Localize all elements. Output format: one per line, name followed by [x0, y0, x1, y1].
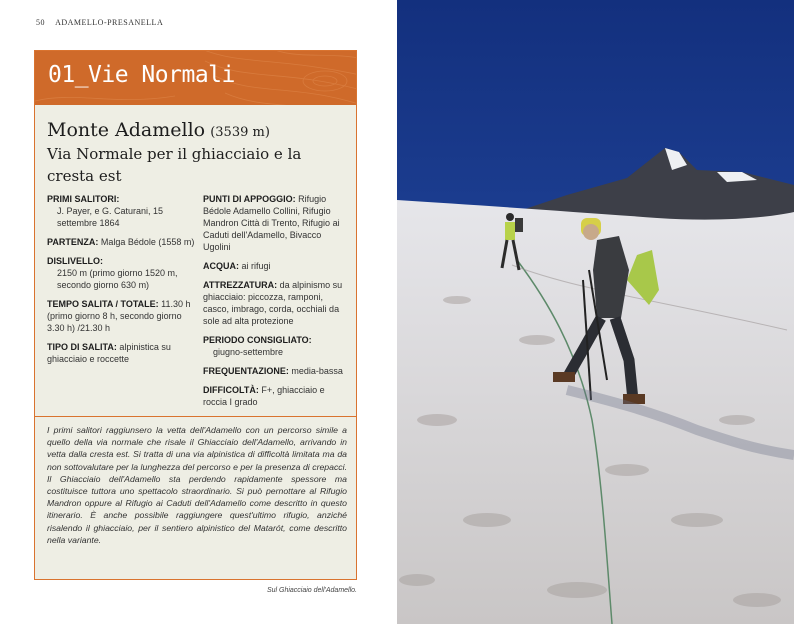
info-entry: [203, 365, 350, 377]
divider: [35, 416, 356, 417]
info-value: F+, ghiacciaio e roccia I grado: [203, 385, 325, 407]
info-column-left: [47, 193, 195, 372]
info-value: media-bassa: [288, 366, 343, 376]
info-label: FREQUENTAZIONE:: [203, 366, 289, 376]
info-value: alpinistica su ghiacciaio e roccette: [47, 342, 171, 364]
info-label: TEMPO SALITA / TOTALE:: [47, 299, 159, 309]
info-entry: [203, 334, 350, 358]
section-heading: 01_Vie Normali: [48, 62, 235, 88]
info-value: Rifugio Bédole Adamello Collini, Rifugio Mandron Città di Trento, Rifugio ai Caduti dell'Adamello, Bivacco Ugolini: [203, 194, 340, 252]
glacier-photo: [397, 0, 794, 624]
info-value: 11.30 h (primo giorno 8 h, secondo giorno 3.30 h) /21.30 h: [47, 299, 191, 333]
info-entry: [203, 279, 350, 327]
info-entry: [47, 341, 195, 365]
info-value: giugno-settembre: [213, 347, 284, 357]
section-banner: [35, 51, 356, 105]
info-label: TIPO DI SALITA:: [47, 342, 117, 352]
info-label: PARTENZA:: [47, 237, 99, 247]
info-label: DISLIVELLO:: [47, 256, 103, 266]
info-label: PRIMI SALITORI:: [47, 194, 120, 204]
page-number: 50: [36, 18, 45, 27]
info-entry: [47, 298, 195, 334]
info-label: PERIODO CONSIGLIATO:: [203, 335, 312, 345]
info-value: Malga Bédole (1558 m): [98, 237, 195, 247]
route-box: [34, 50, 357, 580]
info-column-right: [203, 193, 350, 415]
intro-paragraph: I primi salitori raggiunsero la vetta dell'Adamello con un percorso simile a quello della via normale che risale il Ghiacciaio dell'Adamello, arrivando in vetta dalla cresta est. Si tratta di una via alpinistica di difficoltà limitata ma da non sottovalutare per la lunghezza del percorso e per la presenza di crepacci. Il Ghiacciaio dell'Adamello sta perdendo rapidamente spessore ma costituisce tuttora uno spettacolo straordinario. Si può pernottare al Rifugio Mandron oppure al Rifugio ai Caduti dell'Adamello come descritto in questo itinerario. È anche possibile raggiungere quest'ultimo rifugio, anziché risalendo il ghiacciaio, per il sentiero alpinistico del Matarót, come descritto nella variante.: [47, 425, 347, 545]
info-entry: [47, 255, 195, 291]
info-label: PUNTI DI APPOGGIO:: [203, 194, 296, 204]
section-title: ADAMELLO-PRESANELLA: [55, 18, 164, 27]
info-value: da alpinismo su ghiacciaio: piccozza, ramponi, casco, imbrago, corda, occhiali da sole ad alta protezione: [203, 280, 343, 326]
glacier-photo-illustration: [397, 0, 794, 624]
intro-text: [47, 424, 347, 546]
info-value: ai rifugi: [239, 261, 271, 271]
info-entry: [47, 236, 195, 248]
info-entry: [203, 260, 350, 272]
route-subtitle: Via Normale per il ghiacciaio e la cresta est: [47, 145, 302, 185]
info-label: ATTREZZATURA:: [203, 280, 278, 290]
info-entry: [203, 384, 350, 408]
info-label: ACQUA:: [203, 261, 239, 271]
info-entry: [47, 193, 195, 229]
info-entry: [203, 193, 350, 253]
peak-name: Monte Adamello: [47, 119, 206, 141]
photo-caption: Sul Ghiacciaio dell'Adamello.: [266, 587, 357, 594]
info-value: 2150 m (primo giorno 1520 m, secondo giorno 630 m): [57, 268, 178, 290]
info-value: J. Payer, e G. Caturani, 15 settembre 1864: [57, 206, 164, 228]
running-header: [36, 18, 163, 27]
peak-altitude: (3539 m): [210, 125, 270, 140]
route-title-block: [47, 119, 347, 187]
info-label: DIFFICOLTÀ:: [203, 385, 259, 395]
